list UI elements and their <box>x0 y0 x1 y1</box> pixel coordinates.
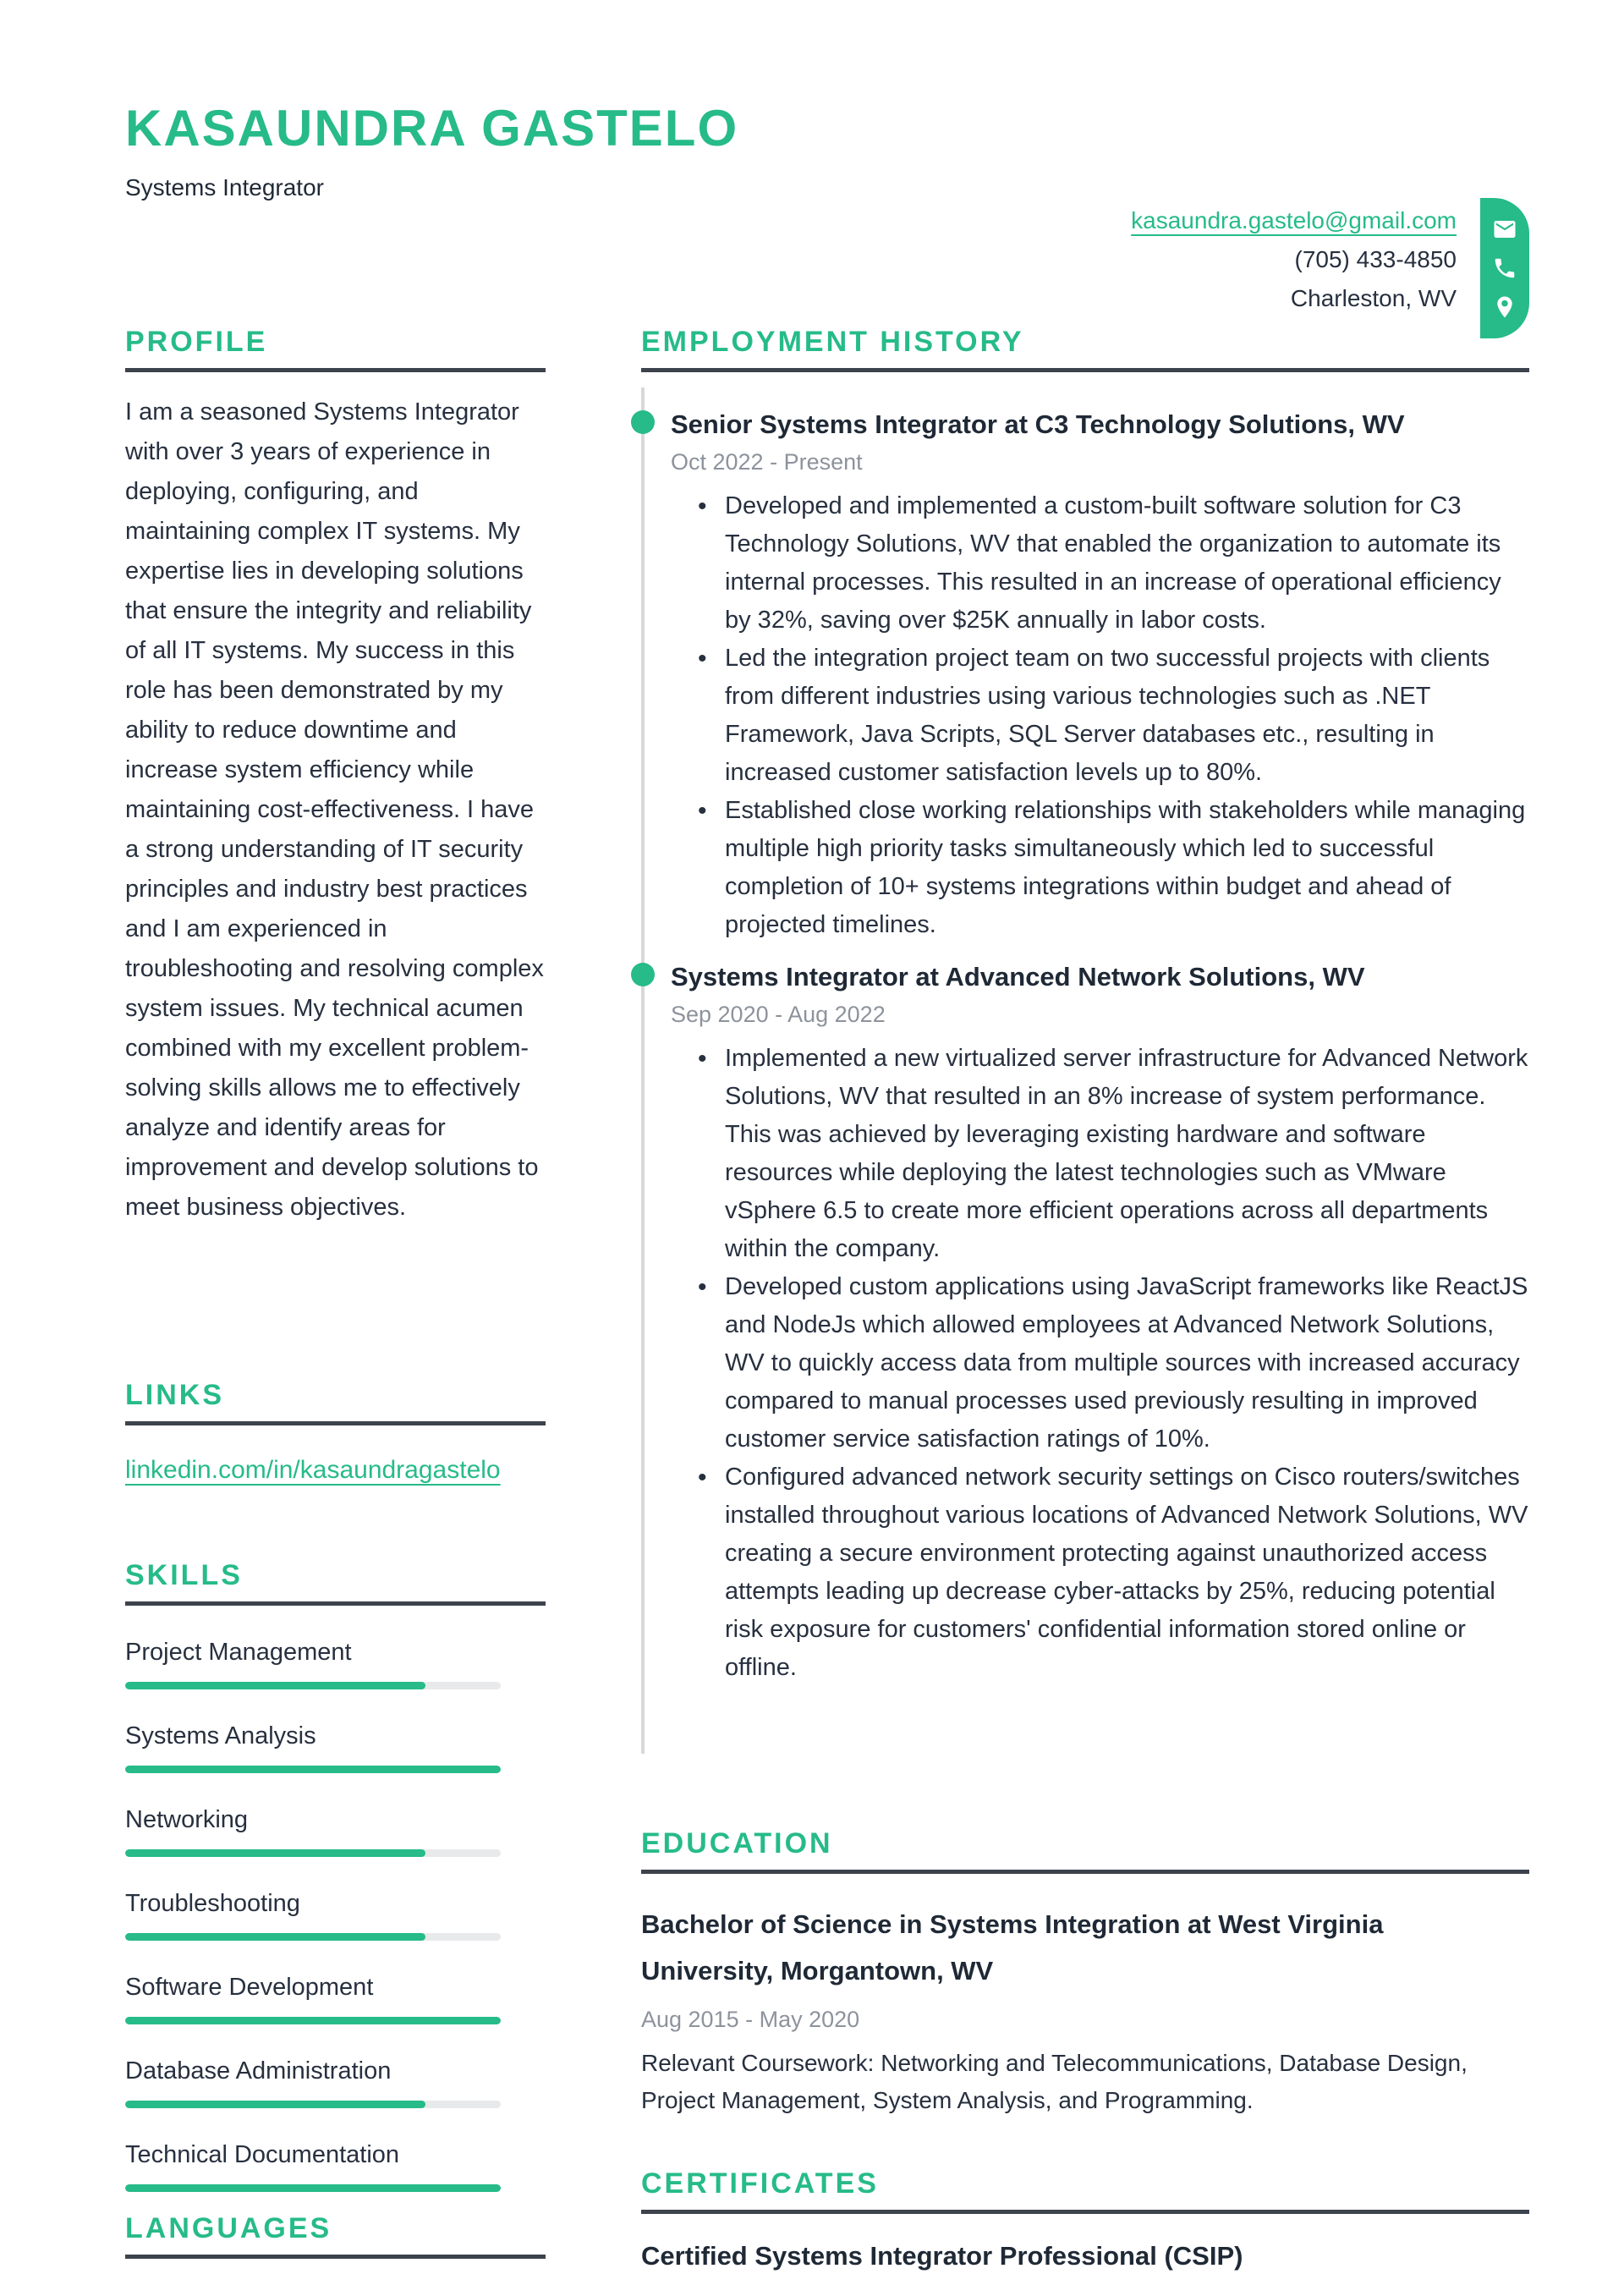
location-pin-icon <box>1492 294 1517 320</box>
links-heading: LINKS <box>125 1379 224 1411</box>
education-heading: EDUCATION <box>641 1827 833 1859</box>
skill-label: Systems Analysis <box>125 1722 316 1750</box>
skill-label: Troubleshooting <box>125 1890 300 1918</box>
phone-number: (705) 433-4850 <box>1294 246 1457 272</box>
section-links <box>125 1380 546 1485</box>
skill-item <box>125 1636 546 1689</box>
languages-heading: LANGUAGES <box>125 2212 332 2244</box>
phone-icon <box>1492 255 1517 281</box>
person-name: KASAUNDRA GASTELO <box>125 100 739 157</box>
skill-bar <box>125 2184 501 2192</box>
skill-label: Project Management <box>125 1639 352 1667</box>
skill-item <box>125 2139 546 2192</box>
sidebar <box>125 327 546 2289</box>
contact-block <box>1131 201 1457 318</box>
job-dates: Sep 2020 - Aug 2022 <box>671 1002 886 1028</box>
job-bullet: • Configured advanced network security settings on Cisco routers/switches installed throughout various locations of Advanced Network Solutions, WV creating a secure environment protecting against unauthorized access attempts leading up decrease cyber-attacks by 25%, reducing potential risk exposure for customers' confidential information stored online or offline. <box>725 1458 1528 1687</box>
skill-bar-fill <box>125 2017 501 2024</box>
employment-heading: EMPLOYMENT HISTORY <box>641 326 1024 358</box>
job-bullets <box>671 487 1528 944</box>
skill-bar <box>125 2017 501 2024</box>
skills-heading: SKILLS <box>125 1559 243 1591</box>
person-job-title: Systems Integrator <box>125 174 324 200</box>
job-dates: Oct 2022 - Present <box>671 449 863 475</box>
skill-bar-fill <box>125 2101 425 2108</box>
skill-item <box>125 1887 546 1941</box>
skill-label: Software Development <box>125 1974 374 2002</box>
skill-item <box>125 1720 546 1773</box>
header <box>125 100 1529 311</box>
section-rule <box>641 2210 1529 2214</box>
section-rule <box>125 2255 546 2259</box>
columns <box>125 327 1529 2293</box>
section-rule <box>125 368 546 372</box>
profile-text: I am a seasoned Systems Integrator with over 3 years of experience in deploying, configuring, and maintaining complex IT systems. My expertise lies in developing solutions that ensure the integrity and reliability of all IT systems. My success in this role has been demonstrated by my ability to reduce downtime and increase system efficiency while maintaining cost-effectiveness. I have a strong understanding of IT security principles and industry best practices and I am experienced in troubleshooting and resolving complex system issues. My technical acumen combined with my excellent problem-solving skills allows me to effectively analyze and identify areas for improvement and develop solutions to meet business objectives. <box>125 398 544 1222</box>
job-bullet: • Led the integration project team on two successful projects with clients from different industries using various technologies such as .NET Framework, Java Scripts, SQL Server databases etc., resulting in increased customer satisfaction levels up to 80%. <box>725 640 1528 792</box>
timeline-dot <box>631 963 655 986</box>
section-rule <box>641 368 1529 372</box>
section-rule <box>125 1421 546 1425</box>
section-languages <box>125 2213 546 2259</box>
linkedin-link[interactable]: linkedin.com/in/kasaundragastelo <box>125 1456 501 1485</box>
job-bullets <box>671 1040 1528 1687</box>
section-rule <box>641 1870 1529 1874</box>
skill-item <box>125 2055 546 2108</box>
section-rule <box>125 1601 546 1606</box>
education-dates: Aug 2015 - May 2020 <box>641 2007 860 2033</box>
profile-heading: PROFILE <box>125 326 268 358</box>
skill-item <box>125 1804 546 1857</box>
job-entry <box>641 409 1529 944</box>
education-details: Relevant Coursework: Networking and Telecommunications, Database Design, Project Management, System Analysis, and Programming. <box>641 2050 1468 2114</box>
skill-label: Networking <box>125 1806 249 1834</box>
skill-bar <box>125 1933 501 1941</box>
email-link[interactable]: kasaundra.gastelo@gmail.com <box>1131 207 1457 233</box>
skill-bar <box>125 1766 501 1773</box>
skill-label: Database Administration <box>125 2057 392 2085</box>
section-profile <box>125 327 546 1228</box>
section-education <box>641 1828 1529 2119</box>
job-entry <box>641 961 1529 1687</box>
skill-bar <box>125 1849 501 1857</box>
skill-bar-fill <box>125 2184 501 2192</box>
job-bullet: • Implemented a new virtualized server infrastructure for Advanced Network Solutions, WV that resulted in an 8% increase of system performance. This was achieved by leveraging existing hardware and software resources while deploying the latest technologies such as VMware vSphere 6.5 to create more efficient operations across all departments within the company. <box>725 1040 1528 1268</box>
timeline-dot <box>631 410 655 434</box>
skill-bar <box>125 2101 501 2108</box>
skill-bar-fill <box>125 1849 425 1857</box>
main-column <box>641 327 1529 2293</box>
contact-icon-bar <box>1480 198 1529 338</box>
job-title: Senior Systems Integrator at C3 Technology Solutions, WV <box>671 409 1405 440</box>
section-skills <box>125 1560 546 2192</box>
skill-bar <box>125 1682 501 1689</box>
job-bullet: • Developed and implemented a custom-built software solution for C3 Technology Solutions, WV that enabled the organization to automate its internal processes. This resulted in an increase of operational efficiency by 32%, saving over $25K annually in labor costs. <box>725 487 1528 640</box>
section-employment-history <box>641 327 1529 1687</box>
skill-label: Technical Documentation <box>125 2141 400 2169</box>
skill-bar-fill <box>125 1933 425 1941</box>
employment-timeline <box>641 387 1529 1687</box>
job-bullet: • Established close working relationships with stakeholders while managing multiple high priority tasks simultaneously which led to successful completion of 10+ systems integrations within budget and ahead of projected timelines. <box>725 792 1528 944</box>
certificates-heading: CERTIFICATES <box>641 2167 879 2200</box>
skill-bar-fill <box>125 1682 425 1689</box>
skill-bar-fill <box>125 1766 501 1773</box>
certificate-title: Certified Systems Integrator Professional (CSIP) <box>641 2241 1243 2271</box>
degree-title: Bachelor of Science in Systems Integration at West Virginia University, Morgantown, WV <box>641 1909 1384 1986</box>
envelope-icon <box>1492 217 1517 242</box>
location-text: Charleston, WV <box>1290 285 1457 311</box>
skill-item <box>125 1971 546 2024</box>
job-bullet: • Developed custom applications using JavaScript frameworks like ReactJS and NodeJs which allowed employees at Advanced Network Solutions, WV to quickly access data from multiple sources with increased accuracy compared to manual processes used previously resulting in improved customer service satisfaction ratings of 10%. <box>725 1268 1528 1458</box>
job-title: Systems Integrator at Advanced Network Solutions, WV <box>671 962 1365 992</box>
section-certificates <box>641 2168 1529 2273</box>
